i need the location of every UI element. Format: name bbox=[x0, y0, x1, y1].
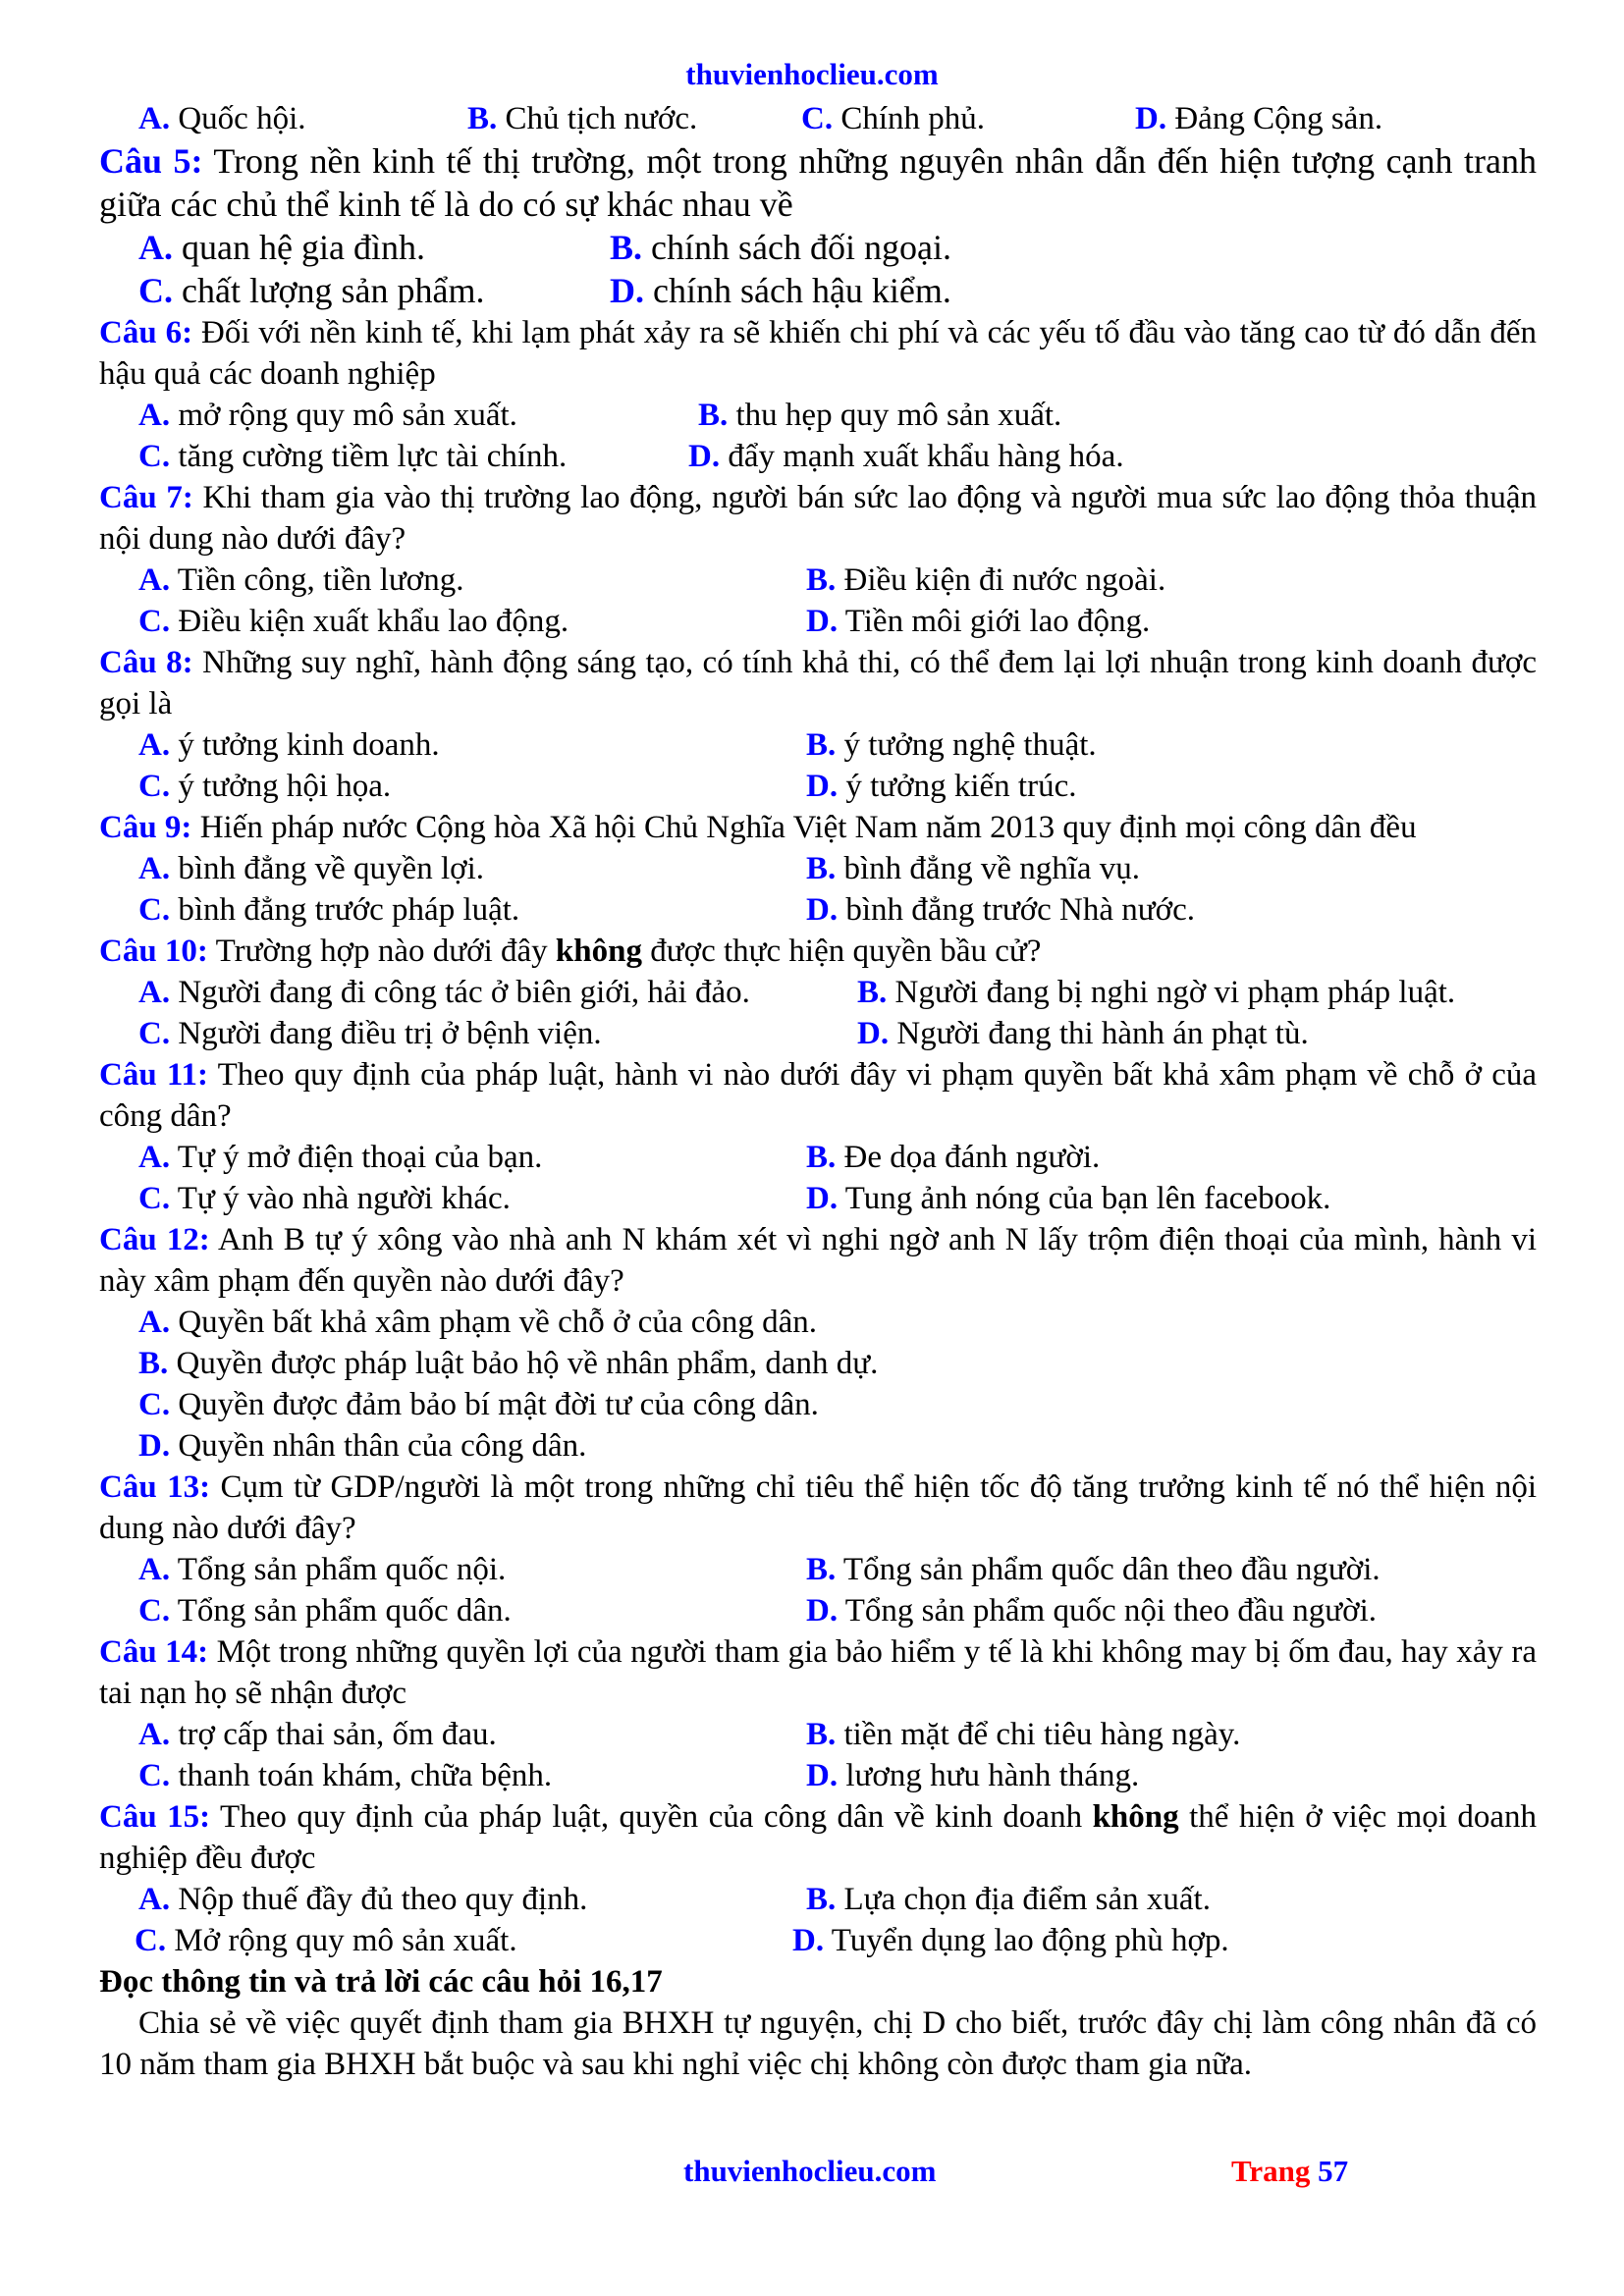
option-c: C. Chính phủ. bbox=[801, 101, 986, 136]
question-10 bbox=[99, 931, 1537, 1054]
question-stem: Câu 13: Cụm từ GDP/người là một trong những chỉ tiêu thể hiện tốc độ tăng trưởng kinh tế nó thể hiện nội dung nào dưới đây? bbox=[99, 1469, 1537, 1546]
question-12 bbox=[99, 1219, 1537, 1467]
option-row bbox=[99, 436, 1537, 477]
option-row bbox=[99, 269, 1537, 312]
option-c: C. ý tưởng hội họa. bbox=[138, 769, 392, 804]
section-paragraph: Chia sẻ về việc quyết định tham gia BHXH tự nguyện, chị D cho biết, trước đây chị làm công nhân đã có 10 năm tham gia BHXH bắt buộc và sau khi nghỉ việc chị không còn được tham gia nữa. bbox=[99, 2005, 1537, 2082]
option-d: D. chính sách hậu kiểm. bbox=[610, 271, 951, 310]
option-d: D. Tiền môi giới lao động. bbox=[806, 604, 1151, 639]
question-stem: Câu 7: Khi tham gia vào thị trường lao động, người bán sức lao động và người mua sức lao động thỏa thuận nội dung nào dưới đây? bbox=[99, 480, 1537, 557]
option-row bbox=[99, 1549, 1537, 1590]
option-row bbox=[99, 1302, 1537, 1343]
question-stem: Câu 5: Trong nền kinh tế thị trường, một trong những nguyên nhân dẫn đến hiện tượng cạnh tranh giữa các chủ thể kinh tế là do có sự khác nhau về bbox=[99, 141, 1537, 224]
question-stem: Câu 10: Trường hợp nào dưới đây không được thực hiện quyền bầu cử? bbox=[99, 934, 1042, 969]
option-row bbox=[99, 972, 1537, 1013]
option-row bbox=[99, 889, 1537, 931]
option-b: B. Người đang bị nghi ngờ vi phạm pháp luật. bbox=[857, 975, 1456, 1010]
option-c: C. Người đang điều trị ở bệnh viện. bbox=[138, 1016, 602, 1051]
option-d: D. Đảng Cộng sản. bbox=[1135, 101, 1383, 136]
option-c: C. Tổng sản phẩm quốc dân. bbox=[138, 1593, 512, 1629]
option-row bbox=[99, 1755, 1537, 1796]
option-b: B. bình đẳng về nghĩa vụ. bbox=[806, 851, 1141, 886]
question-9 bbox=[99, 807, 1537, 931]
option-d: D. Tổng sản phẩm quốc nội theo đầu người. bbox=[806, 1593, 1377, 1629]
option-d: D. ý tưởng kiến trúc. bbox=[806, 769, 1077, 804]
option-row bbox=[99, 724, 1537, 766]
question-8 bbox=[99, 642, 1537, 807]
option-a: A. mở rộng quy mô sản xuất. bbox=[138, 398, 517, 433]
option-b: B. tiền mặt để chi tiêu hàng ngày. bbox=[806, 1717, 1241, 1752]
option-d: D. Tuyển dụng lao động phù hợp. bbox=[792, 1923, 1229, 1958]
option-row bbox=[99, 1714, 1537, 1755]
option-b: B. Điều kiện đi nước ngoài. bbox=[806, 562, 1166, 598]
option-b: B. chính sách đối ngoại. bbox=[610, 228, 951, 267]
option-row bbox=[99, 1343, 1537, 1384]
option-row bbox=[99, 226, 1537, 269]
option-a: A. Tổng sản phẩm quốc nội. bbox=[138, 1552, 507, 1587]
option-a: A. Tự ý mở điện thoại của bạn. bbox=[138, 1140, 543, 1175]
footer-site-name: thuvienhoclieu.com bbox=[683, 2154, 937, 2188]
option-row bbox=[99, 766, 1537, 807]
option-c: C. tăng cường tiềm lực tài chính. bbox=[138, 439, 568, 474]
option-row bbox=[99, 1425, 1537, 1467]
option-row bbox=[99, 1137, 1537, 1178]
option-row bbox=[99, 601, 1537, 642]
question-stem: Câu 14: Một trong những quyền lợi của người tham gia bảo hiểm y tế là khi không may bị ốm đau, hay xảy ra tai nạn họ sẽ nhận được bbox=[99, 1634, 1537, 1711]
option-a: A. Quyền bất khả xâm phạm về chỗ ở của công dân. bbox=[138, 1305, 817, 1340]
option-row bbox=[99, 1384, 1537, 1425]
question-11 bbox=[99, 1054, 1537, 1219]
question-13 bbox=[99, 1467, 1537, 1631]
header-site-name: thuvienhoclieu.com bbox=[685, 57, 939, 91]
option-a: A. Tiền công, tiền lương. bbox=[138, 562, 464, 598]
question-stem: Câu 6: Đối với nền kinh tế, khi lạm phát xảy ra sẽ khiến chi phí và các yếu tố đầu vào tăng cao từ đó dẫn đến hậu quả các doanh nghiệp bbox=[99, 315, 1538, 392]
footer-page-number: Trang 57 bbox=[1231, 2154, 1349, 2188]
section-heading: Đọc thông tin và trả lời các câu hỏi 16,17 bbox=[99, 1964, 663, 2000]
option-a: A. trợ cấp thai sản, ốm đau. bbox=[138, 1717, 497, 1752]
question-stem: Câu 8: Những suy nghĩ, hành động sáng tạo, có tính khả thi, có thể đem lại lợi nhuận trong kinh doanh được gọi là bbox=[99, 645, 1537, 721]
option-b: B. Tổng sản phẩm quốc dân theo đầu người. bbox=[806, 1552, 1380, 1587]
option-row bbox=[99, 560, 1537, 601]
option-row bbox=[99, 395, 1537, 436]
option-row bbox=[99, 1879, 1537, 1920]
option-row bbox=[99, 1178, 1537, 1219]
question-stem: Câu 11: Theo quy định của pháp luật, hành vi nào dưới đây vi phạm quyền bất khả xâm phạm về chỗ ở của công dân? bbox=[99, 1057, 1538, 1134]
option-d: D. đẩy mạnh xuất khẩu hàng hóa. bbox=[688, 439, 1124, 474]
option-a: A. bình đẳng về quyền lợi. bbox=[138, 851, 484, 886]
option-b: B. Chủ tịch nước. bbox=[467, 101, 698, 136]
question-stem: Câu 9: Hiến pháp nước Cộng hòa Xã hội Chủ Nghĩa Việt Nam năm 2013 quy định mọi công dân đều bbox=[99, 810, 1417, 845]
option-d: D. Quyền nhân thân của công dân. bbox=[138, 1428, 587, 1464]
option-b: B. Quyền được pháp luật bảo hộ về nhân phẩm, danh dự. bbox=[138, 1346, 879, 1381]
option-c: C. Điều kiện xuất khẩu lao động. bbox=[138, 604, 569, 639]
option-row bbox=[99, 1920, 1537, 1961]
page-content bbox=[99, 98, 1537, 2085]
option-c: C. chất lượng sản phẩm. bbox=[138, 271, 485, 310]
option-d: D. lương hưu hành tháng. bbox=[806, 1758, 1140, 1793]
question-6 bbox=[99, 312, 1537, 477]
option-a: A. ý tưởng kinh doanh. bbox=[138, 727, 440, 763]
option-d: D. Người đang thi hành án phạt tù. bbox=[857, 1016, 1309, 1051]
question-stem: Câu 12: Anh B tự ý xông vào nhà anh N khám xét vì nghi ngờ anh N lấy trộm điện thoại của mình, hành vi này xâm phạm đến quyền nào dưới đây? bbox=[99, 1222, 1537, 1299]
option-row bbox=[99, 848, 1537, 889]
option-c: C. bình đẳng trước pháp luật. bbox=[138, 892, 520, 928]
option-b: B. Đe dọa đánh người. bbox=[806, 1140, 1101, 1175]
top-options bbox=[99, 98, 1537, 139]
option-d: D. bình đẳng trước Nhà nước. bbox=[806, 892, 1196, 928]
option-a: A. Nộp thuế đầy đủ theo quy định. bbox=[138, 1882, 588, 1917]
option-c: C. Tự ý vào nhà người khác. bbox=[138, 1181, 511, 1216]
question-15 bbox=[99, 1796, 1537, 1961]
option-row bbox=[99, 1590, 1537, 1631]
option-row bbox=[99, 1013, 1537, 1054]
question-7 bbox=[99, 477, 1537, 642]
option-a: A. Quốc hội. bbox=[138, 101, 306, 136]
option-c: C. thanh toán khám, chữa bệnh. bbox=[138, 1758, 553, 1793]
option-b: B. Lựa chọn địa điểm sản xuất. bbox=[806, 1882, 1211, 1917]
option-b: B. ý tưởng nghệ thuật. bbox=[806, 727, 1097, 763]
option-c: C. Quyền được đảm bảo bí mật đời tư của công dân. bbox=[138, 1387, 819, 1422]
option-c: C. Mở rộng quy mô sản xuất. bbox=[135, 1923, 517, 1958]
question-stem: Câu 15: Theo quy định của pháp luật, quyền của công dân về kinh doanh không thể hiện ở việc mọi doanh nghiệp đều được bbox=[99, 1799, 1538, 1876]
question-5 bbox=[99, 139, 1537, 312]
option-a: A. quan hệ gia đình. bbox=[138, 228, 425, 267]
option-d: D. Tung ảnh nóng của bạn lên facebook. bbox=[806, 1181, 1331, 1216]
option-a: A. Người đang đi công tác ở biên giới, hải đảo. bbox=[138, 975, 750, 1010]
question-14 bbox=[99, 1631, 1537, 1796]
option-b: B. thu hẹp quy mô sản xuất. bbox=[698, 398, 1062, 433]
